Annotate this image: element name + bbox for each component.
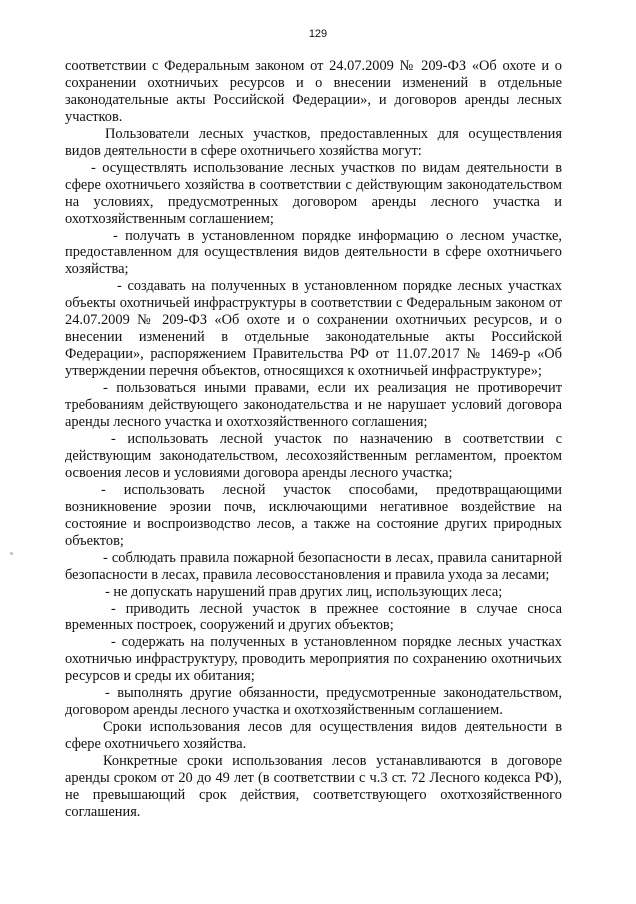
list-item: - не допускать нарушений прав других лиц, использующих леса;: [105, 583, 503, 600]
list-item: - использовать лесной участок по назначению в соответствии с действующим законодательством, лесохозяйственным регламентом, проектом освоения лесов и условиями договора аренды лесного участка;: [65, 430, 562, 481]
page-number: 129: [308, 28, 328, 40]
list-item: - создавать на полученных в установленном порядке лесных участках объекты охотничьей инфраструктуры в соответствии с Федеральным законом от 24.07.2009 № 209-ФЗ «Об охоте и о сохранении охотничьих ресурсов, и о внесении изменений в отдельные законодательные акты Российской Федерации», распоряжением Правительства РФ от 11.07.2017 № 1469-р «Об утверждении перечня объектов, относящихся к охотничьей инфраструктуре»;: [65, 278, 562, 380]
list-item: - получать в установленном порядке информацию о лесном участке, предоставленном для осуществления видов деятельности в сфере охотничьего хозяйства;: [65, 227, 562, 278]
list-item: - осуществлять использование лесных участков по видам деятельности в сфере охотничьего хозяйства в соответствии с действующим законодательством на условиях, предусмотренных договором аренды лесного участка и охотхозяйственным соглашением;: [65, 159, 562, 227]
paragraph-terms-heading: Сроки использования лесов для осуществления видов деятельности в сфере охотничьего хозяйства.: [65, 719, 562, 753]
list-item: - приводить лесной участок в прежнее состояние в случае сноса временных построек, сооружений и других объектов;: [65, 600, 562, 634]
list-item: - содержать на полученных в установленном порядке лесных участках охотничью инфраструктуру, проводить мероприятия по сохранению охотничьих ресурсов и среды их обитания;: [65, 634, 562, 685]
paragraph-terms: Конкретные сроки использования лесов устанавливаются в договоре аренды сроком от 20 до 49 лет (в соответствии с ч.3 ст. 72 Лесного кодекса РФ), не превышающий срок действия, соответствующего охотхозяйственного соглашения.: [65, 753, 562, 820]
list-item: - использовать лесной участок способами, предотвращающими возникновение эрозии почв, исключающими негативное воздействие на состояние и воспроизводство лесов, а также на состояние других природных объектов;: [65, 481, 562, 549]
scan-artifact-dot: [10, 552, 13, 555]
list-item: - пользоваться иными правами, если их реализация не противоречит требованиям действующего законодательства и не нарушает условий договора аренды лесного участка и охотхозяйственного соглашения;: [65, 380, 562, 431]
paragraph-users-intro: Пользователи лесных участков, предоставленных для осуществления видов деятельности в сфере охотничьего хозяйства могут:: [65, 125, 562, 159]
document-body: [65, 58, 562, 821]
paragraph-continuation: соответствии с Федеральным законом от 24.07.2009 № 209-ФЗ «Об охоте и о сохранении охотничьих ресурсов и о внесении изменений в отдельные законодательные акты Российской Федерации», и договоров аренды лесных участков.: [65, 58, 562, 125]
list-item: - соблюдать правила пожарной безопасности в лесах, правила санитарной безопасности в лесах, правила лесовосстановления и правила ухода за лесами;: [65, 549, 562, 583]
list-item: - выполнять другие обязанности, предусмотренные законодательством, договором аренды лесного участка и охотхозяйственным соглашением.: [65, 685, 562, 719]
